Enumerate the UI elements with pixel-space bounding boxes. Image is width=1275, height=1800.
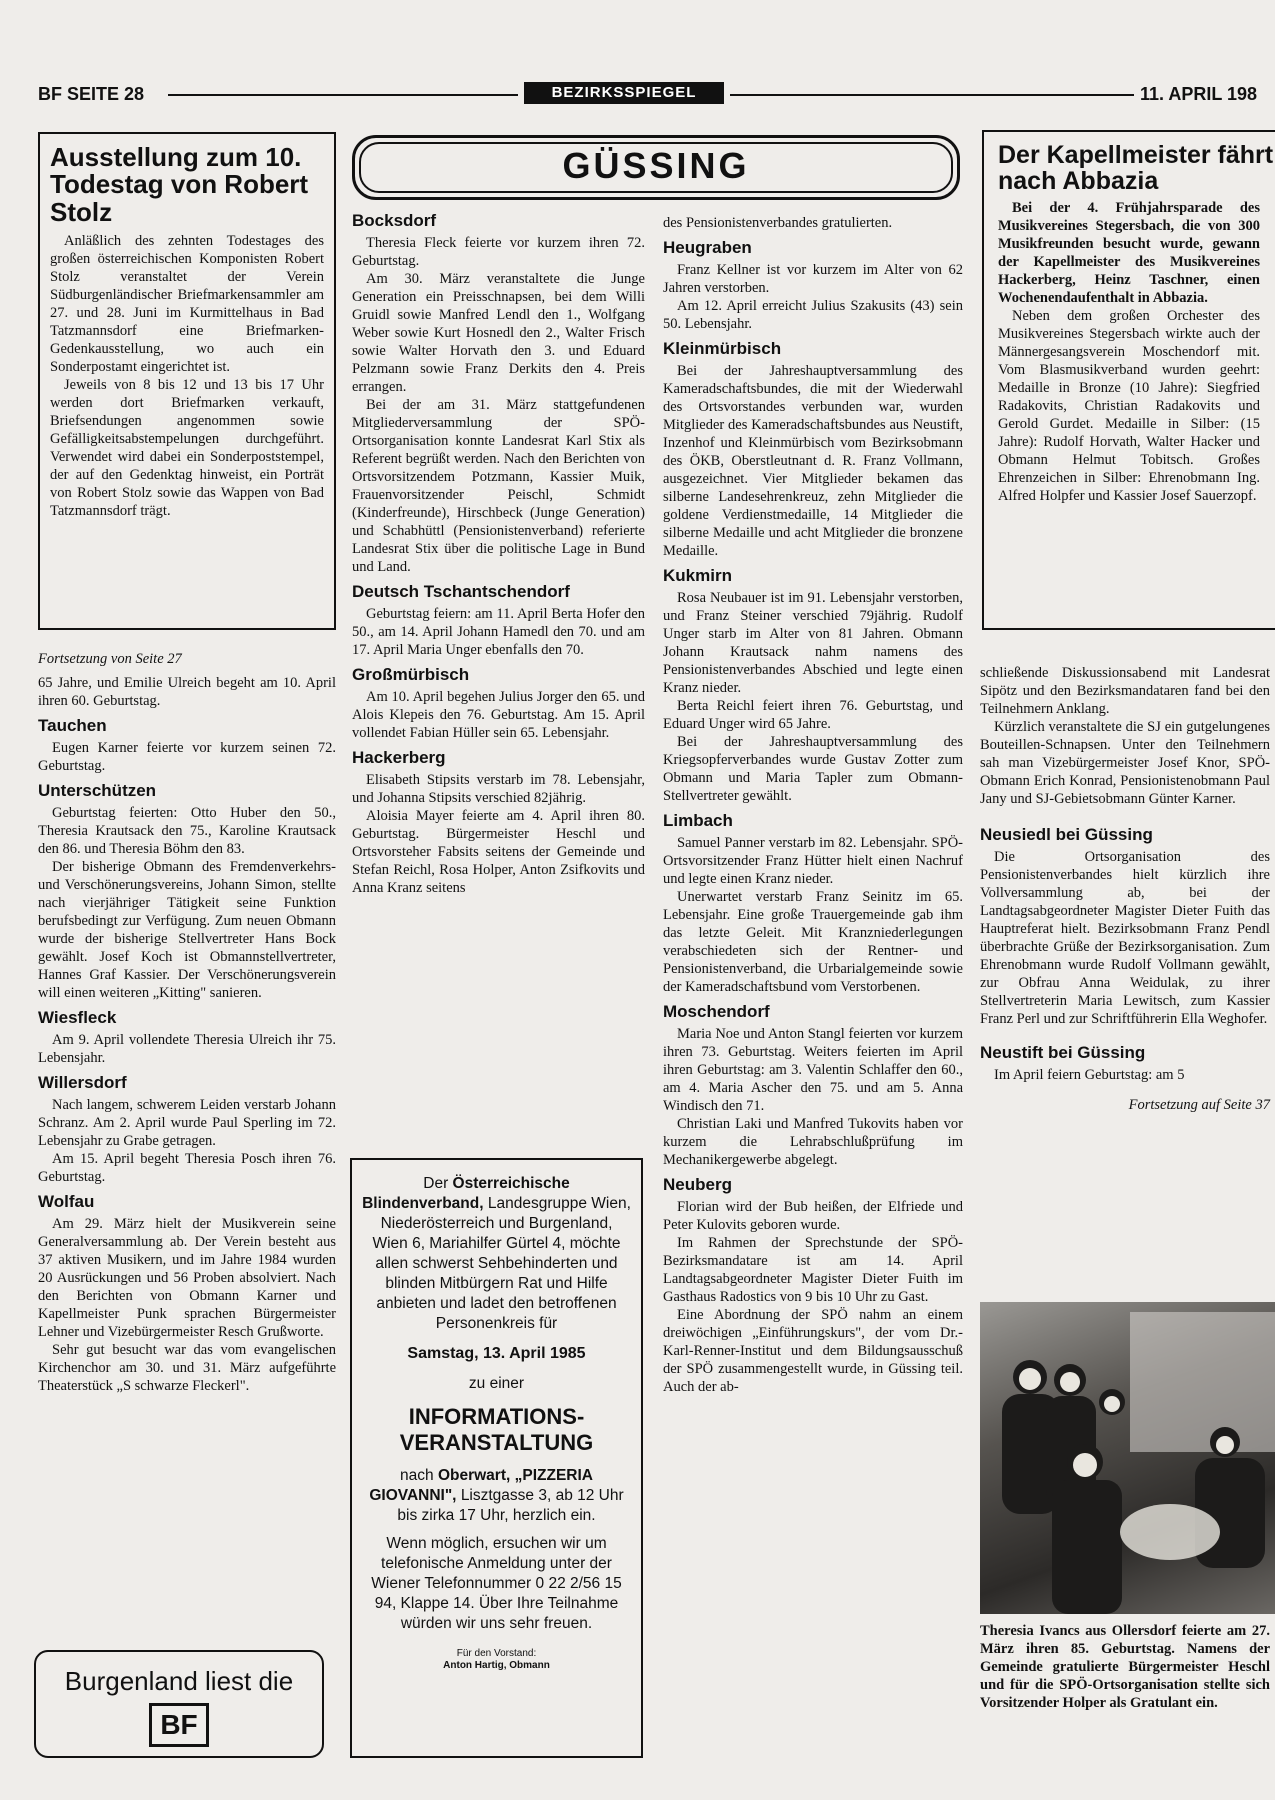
paragraph: Bei der Jahreshauptversammlung des Kameradschaftsbundes, die mit der Wiederwahl des Ortsvorstandes verbunden war, wurden Mitglieder des Kameradschaftsbundes aus Neustift, Inzenhof und Kleinmürbisch vom Bezirksobmann des ÖKB, Oberstleutnant d. R. Franz Vollmann, ausgezeichnet. Vier Mitglieder bekamen das silberne Landesehrenkreuz, zehn Mitglieder die goldene Verdienstmedaille, 14 Mitglieder die silberne Medaille und acht Mitglieder die bronzene Medaille. <box>663 363 963 559</box>
ad-organization: Österreichische Blindenverband, <box>362 1175 570 1212</box>
paragraph: Unerwartet verstarb Franz Seinitz im 65. Lebensjahr. Eine große Trauergemeinde gab ihm das letzte Geleit. Mit Kranzniederlegungen verabschiedeten sich der Rentner- und Pensionistenverband, die Urbarialgemeinde sowie der Kameradschaftsbund vom Verstorbenen. <box>663 889 963 995</box>
paragraph: Elisabeth Stipsits verstarb im 78. Lebensjahr, und Johanna Stipsits verschied 82jährig. <box>352 772 645 806</box>
paragraph: Samuel Panner verstarb im 82. Lebensjahr. SPÖ-Ortsvorsitzender Franz Hütter hielt einen Nachruf und legte einen Kranz nieder. <box>663 835 963 887</box>
ad-location: nach Oberwart, „PIZZERIA GIOVANNI", Lisztgasse 3, ab 12 Uhr bis zirka 17 Uhr, herzlich ein. <box>369 1467 624 1524</box>
paragraph: Bei der Jahreshauptversammlung des Kriegsopferverbandes wurde Gustav Zotter zum Obmann und Maria Tapler zum Obmann-Stellvertreter gewählt. <box>663 734 963 804</box>
paragraph: Am 15. April begeht Theresia Posch ihren 76. Geburtstag. <box>38 1151 336 1185</box>
header-rule-left <box>168 94 518 96</box>
paragraph: schließende Diskussionsabend mit Landesrat Sipötz und den Bezirksmandataren fand bei den Teilnehmern Anklang. <box>980 665 1270 717</box>
subheading-hackerberg: Hackerberg <box>352 748 446 767</box>
subheading-moschendorf: Moschendorf <box>663 1002 770 1021</box>
issue-date: 11. APRIL 198 <box>1140 84 1258 104</box>
promo-box <box>34 1650 324 1758</box>
subheading-wolfau: Wolfau <box>38 1192 95 1211</box>
paragraph: Christian Laki und Manfred Tukovits haben vor kurzem die Lehrabschlußprüfung im Mechanikergewerbe abgelegt. <box>663 1116 963 1168</box>
paragraph: Bei der am 31. März stattgefundenen Mitgliederversammlung der SPÖ-Ortsorganisation konnte Landesrat Karl Stix als Referent begrüßt werden. Nach den Berichten von Ortsvorsitzendem Potzmann, Kassier Muik, Frauenvorsitzender Peischl, Schmidt (Kinderfreunde), Hirschbeck (Junge Generation) und Schabhüttl (Pensionistenverband) referierte Landesrat Stix über die politische Lage in Bund und Land. <box>352 397 645 575</box>
ad-date: Samstag, 13. April 1985 <box>407 1345 586 1362</box>
column-2 <box>352 212 645 1147</box>
continuation-note: Fortsetzung auf Seite 37 <box>1128 1097 1270 1113</box>
paragraph: Geburtstag feiern: am 11. April Berta Hofer den 50., am 14. April Johann Hamedl den 70. und am 17. April Maria Unger ebenfalls den 70. <box>352 606 645 658</box>
kapellmeister-lead: Bei der 4. Frühjahrsparade des Musikvereines Stegersbach, die von 300 Musikfreunden besucht wurde, gewann der Kapellmeister des Musikvereines Hackerberg, Heinz Taschner, einen Wochenendaufenthalt in Abbazia. <box>998 199 1260 306</box>
paragraph: Aloisia Mayer feierte am 4. April ihren 80. Geburtstag. Bürgermeister Heschl und Ortsvorsteher Fabsits seitens der Gemeinde und Stefan Reichl, Rosa Holper, Anton Zsifkovits und Anna Kranz seitens <box>352 808 645 896</box>
subheading-neustift: Neustift bei Güssing <box>980 1043 1146 1062</box>
paragraph: Geburtstag feierten: Otto Huber den 50., Theresia Krautsack den 75., Karoline Krautsack den 86. und Theresia Böhm den 83. <box>38 805 336 857</box>
paragraph: Am 29. März hielt der Musikverein seine Generalversammlung ab. Der Verein besteht aus 37 aktiven Musikern, und im Jahre 1984 wurden 20 Ausrückungen und 56 Proben absolviert. Nach den Berichten von Obmann Karner und Kapellmeister Punk sprachen Bürgermeister Lehner und Vizebürgermeister Resch Grußworte. <box>38 1216 336 1340</box>
paragraph: Nach langem, schwerem Leiden verstarb Johann Schranz. Am 2. April wurde Paul Sperling im 72. Lebensjahr zu Grabe getragen. <box>38 1097 336 1149</box>
paragraph: Im April feiern Geburtstag: am 5 <box>994 1067 1185 1083</box>
paragraph: Am 12. April erreicht Julius Szakusits (43) sein 50. Lebensjahr. <box>663 298 963 332</box>
subheading-bocksdorf: Bocksdorf <box>352 212 437 230</box>
paragraph: Der bisherige Obmann des Fremdenverkehrs- und Verschönerungsvereins, Johann Simon, stellte nach vierjähriger Tätigkeit seine Funktion berufsbedingt zur Verfügung. Zum neuen Obmann wurde der bisherige Stellvertreter Hans Bock gewählt. Josef Koch ist Obmannstellvertreter, Hannes Graf Kassier. Der Verschönerungsverein will einen weiteren „Kitting" sanieren. <box>38 859 336 1001</box>
paragraph: Im Rahmen der Sprechstunde der SPÖ-Bezirksmandatare ist am 14. April Landtagsabgeordneter Magister Dieter Fuith im Gasthaus Radostics von 9 bis 10 Uhr zu Gast. <box>663 1235 963 1305</box>
ad-text: Wenn möglich, ersuchen wir um telefonische Anmeldung unter der Wiener Telefonnummer 0 22 2/56 15 94, Klappe 14. Über Ihre Teilnahme würden wir uns sehr freuen. <box>371 1535 622 1632</box>
paragraph: Eugen Karner feierte vor kurzem seinen 72. Geburtstag. <box>38 740 336 774</box>
ad-signature: Anton Hartig, Obmann <box>443 1660 550 1671</box>
subheading-unterschuetzen: Unterschützen <box>38 781 157 800</box>
paragraph: Kürzlich veranstaltete die SJ ein gutgelungenes Bouteillen-Schnapsen. Unter den Teilnehmern sah man Vizebürgermeister Josef Knor, SPÖ-Obmann Erich Konrad, Pensionistenobmann Paul Jany und SJ-Gebietsobmann Günter Karner. <box>980 719 1270 807</box>
page-number: BF SEITE 28 <box>38 84 145 104</box>
column-4 <box>980 664 1275 1294</box>
subheading-limbach: Limbach <box>663 811 733 830</box>
paragraph: Franz Kellner ist vor kurzem im Alter von 62 Jahren verstorben. <box>663 262 963 296</box>
stolz-paragraph: Anläßlich des zehnten Todestages des großen österreichischen Komponisten Robert Stolz veranstaltet der Verein Südburgenländischer Briefmarkensammler am 27. und 28. Juni im Kurmittelhaus in Bad Tatzmannsdorf eine Briefmarken-Gedenkausstellung, wo auch ein Sonderpostamt eingerichtet ist. <box>50 232 324 375</box>
subheading-tauchen: Tauchen <box>38 716 107 735</box>
birthday-photo <box>980 1302 1275 1614</box>
column-3 <box>663 214 963 1762</box>
paragraph: Berta Reichl feiert ihren 76. Geburtstag, und Eduard Unger wird 65 Jahre. <box>663 698 963 732</box>
paragraph: 65 Jahre, und Emilie Ulreich begeht am 10. April ihren 60. Geburtstag. <box>38 675 336 709</box>
paragraph: Florian wird der Bub heißen, der Elfriede und Peter Kulovits geboren wurde. <box>663 1199 963 1233</box>
paragraph: Neben dem großen Orchester des Musikvereines Stegersbach wirkte auch der Männergesangsverein Moschendorf mit. Vom Blasmusikverband wurden geehrt: Medaille in Bronze (10 Jahre): Siegfried Radakovits, Christian Radakovits und Gerold Gurdet. Medaille in Silber: (15 Jahre): Rudolf Horvath, Walter Hacker und Obmann Helmut Tobitsch. Großes Ehrenzeichen in Silber: Ehrenobmann Ing. Alfred Holpfer und Kassier Josef Sauerzopf. <box>998 307 1260 504</box>
stolz-paragraph: Jeweils von 8 bis 12 und 13 bis 17 Uhr werden dort Briefmarken verkauft, Briefsendungen angenommen sowie Gefälligkeitsabstempelungen durchgeführt. Verwendet wird dabei ein Sonderpoststempel, der auf den Gedenktag hinweist, ein Porträt von Robert Stolz sowie das Wappen von Bad Tatzmannsdorf trägt. <box>50 376 324 519</box>
ad-text: zu einer <box>468 1375 525 1392</box>
paragraph: Theresia Fleck feierte vor kurzem ihren 72. Geburtstag. <box>352 235 645 269</box>
subheading-grossmuerbisch: Großmürbisch <box>352 665 470 684</box>
subheading-kleinmuerbisch: Kleinmürbisch <box>663 339 782 358</box>
paragraph: des Pensionistenverbandes gratulierten. <box>663 215 893 231</box>
paragraph: Rosa Neubauer ist im 91. Lebensjahr verstorben, und Franz Steiner verschied 79jährig. Rudolf Unger starb im Alter von 81 Jahren. Obmann Johann Krautsack nahm namens des Pensionistenverbandes Abschied und legte einen Kranz nieder. <box>663 590 963 696</box>
kapellmeister-title: Der Kapellmeister fährt nach Abbazia <box>998 141 1274 196</box>
section-label: BEZIRKSSPIEGEL <box>524 82 724 104</box>
column-1 <box>38 650 336 1640</box>
subheading-willersdorf: Willersdorf <box>38 1073 127 1092</box>
paragraph: Die Ortsorganisation des Pensionistenverbandes hielt kürzlich ihre Vollversammlung ab, bei der Landtagsabgeordneter Magister Dieter Fuith das Hauptreferat hielt. Bezirksobmann Franz Pendl überbrachte Grüße der Bezirksorganisation. Zum Ehrenobmann wurde Rudolf Vollmann gewählt, zur Obfrau Anna Weidulak, zu ihrer Stellvertreterin Maria Lewitsch, zum Kassier Franz Perl und zur Schriftführerin Ella Weghofer. <box>980 849 1270 1027</box>
promo-text: Burgenland liest die <box>64 1666 294 1696</box>
subheading-neusiedl: Neusiedl bei Güssing <box>980 825 1153 844</box>
paragraph: Am 10. April begehen Julius Jorger den 65. und Alois Klepeis den 76. Geburtstag. Am 15. April vollendet Fabian Hüller sein 65. Lebensjahr. <box>352 689 645 741</box>
subheading-wiesfleck: Wiesfleck <box>38 1008 117 1027</box>
subheading-neuberg: Neuberg <box>663 1175 732 1194</box>
photo-caption: Theresia Ivancs aus Ollersdorf feierte am 27. März ihren 85. Geburtstag. Namens der Gemeinde gratulierte Bürgermeister Heschl und für die SPÖ-Ortsorganisation stellte sich Vorsitzender Holper als Gratulant ein. <box>980 1623 1270 1711</box>
subheading-deutsch-tschantschendorf: Deutsch Tschantschendorf <box>352 582 570 601</box>
stolz-title: Ausstellung zum 10. Todestag von Robert Stolz <box>50 142 309 227</box>
continuation-note: Fortsetzung von Seite 27 <box>38 651 182 667</box>
region-title: GÜSSING <box>562 145 750 186</box>
page-header <box>38 82 1275 108</box>
paragraph: Am 9. April vollendete Theresia Ulreich ihr 75. Lebensjahr. <box>38 1032 336 1066</box>
ad-text: Der Österreichische Blindenverband, Landesgruppe Wien, Niederösterreich und Burgenland, Wien 6, Mariahilfer Gürtel 4, möchte allen schwerst Sehbehinderten und blinden Mitbürgern Rat und Hilfe anbieten und ladet den betroffenen Personenkreis für <box>362 1175 631 1332</box>
paragraph: Maria Noe und Anton Stangl feierten vor kurzem ihren 73. Geburtstag. Weiters feierten im April ihren Geburtstag: am 3. Valentin Schlaffer den 60., am 4. Maria Ascher den 75. und am 5. Anna Windisch den 71. <box>663 1026 963 1114</box>
header-rule-right <box>730 94 1134 96</box>
paragraph: Sehr gut besucht war das vom evangelischen Kirchenchor am 30. und 31. März aufgeführte Theaterstück „S schwarze Fleckerl". <box>38 1342 336 1394</box>
kapellmeister-article <box>982 130 1275 630</box>
ad-event: INFORMATIONS-VERANSTALTUNG <box>399 1404 594 1455</box>
bf-logo: BF <box>149 1703 208 1747</box>
photo-people-illustration <box>980 1302 1275 1614</box>
region-banner <box>352 135 960 200</box>
paragraph: Am 30. März veranstaltete die Junge Generation ein Preisschnapsen, bei dem Willi Gruidl sowie Manfred Lendl den 1., Wolfgang Weber sowie Kurt Hosnedl den 2., Walter Frisch sowie Walter Horvath den 3. und Eduard Pelzmann sowie Franz Derkits den 4. Preis errangen. <box>352 271 645 395</box>
paragraph: Eine Abordnung der SPÖ nahm an einem dreiwöchigen „Einführungskurs", der vom Dr.-Karl-Renner-Institut und dem Bildungsausschuß der SPÖ zusammengestellt wurde, in Güssing teil. Auch der ab- <box>663 1307 963 1395</box>
blind-association-ad <box>350 1158 643 1758</box>
subheading-kukmirn: Kukmirn <box>663 566 732 585</box>
stolz-article <box>38 132 336 630</box>
ad-signature-label: Für den Vorstand: <box>456 1648 537 1659</box>
subheading-heugraben: Heugraben <box>663 238 752 257</box>
